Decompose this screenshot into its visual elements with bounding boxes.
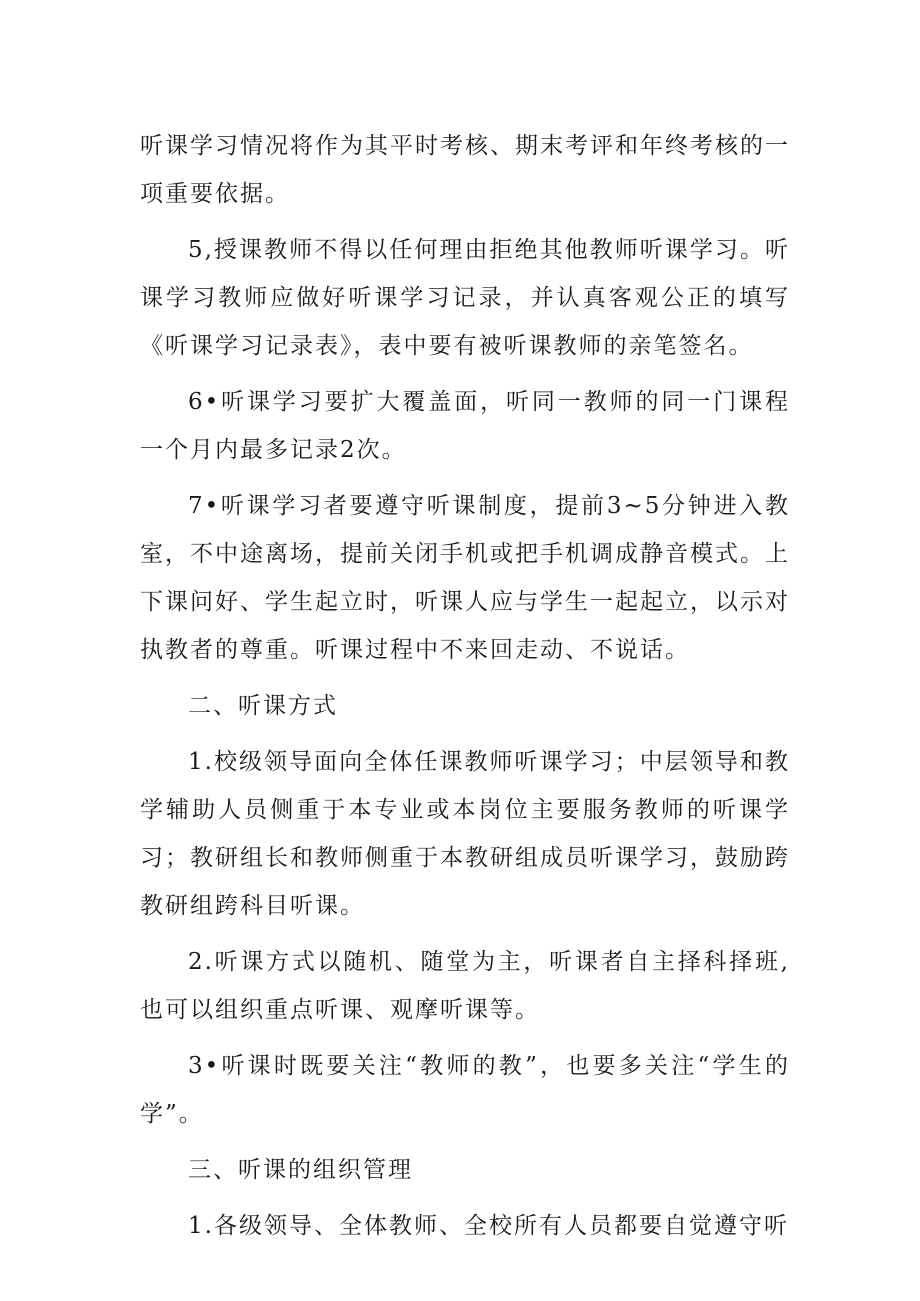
paragraph-item-5: 5,授课教师不得以任何理由拒绝其他教师听课学习。听课学习教师应做好听课学习记录，并认真客观公正的填写《听课学习记录表》，表中要有被听课教师的亲笔签名。 [140,237,790,359]
paragraph-method-1: 1.校级领导面向全体任课教师听课学习；中层领导和教学辅助人员侧重于本专业或本岗位主要服务教师的听课学习；教研组长和教师侧重于本教研组成员听课学习，鼓励跨教研组跨科目听课。 [140,749,790,919]
paragraph-method-3: 3•听课时既要关注“教师的教”，也要多关注“学生的学”。 [140,1053,790,1127]
paragraph-method-2: 2.听课方式以随机、随堂为主，听课者自主择科择班,也可以组织重点听课、观摩听课等。 [140,949,790,1023]
section-heading-2: 二、听课方式 [188,693,338,719]
paragraph-item-7: 7•听课学习者要遵守听课制度，提前3~5分钟进入教室，不中途离场，提前关闭手机或把手机调成静音模式。上下课问好、学生起立时，听课人应与学生一起起立，以示对执教者的尊重。听课过程中不来回走动、不说话。 [140,493,790,663]
document-body [140,122,790,1258]
paragraph-continuation: 听课学习情况将作为其平时考核、期末考评和年终考核的一项重要依据。 [140,133,790,207]
section-heading-3: 三、听课的组织管理 [188,1157,413,1183]
paragraph-management-1: 1.各级领导、全体教师、全校所有人员都要自觉遵守听 [188,1213,789,1239]
paragraph-item-6: 6•听课学习要扩大覆盖面，听同一教师的同一门课程一个月内最多记录2次。 [140,389,790,463]
